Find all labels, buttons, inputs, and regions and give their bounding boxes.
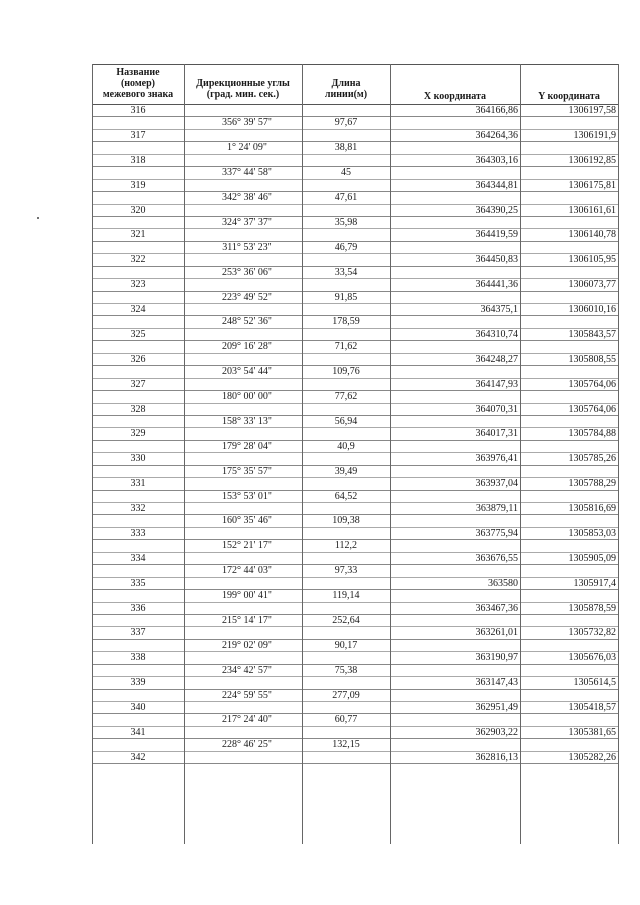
direction-angle: 203° 54' 44"	[222, 366, 272, 378]
x-coordinate: 364450,83	[475, 254, 518, 266]
x-coordinate: 363676,55	[475, 552, 518, 564]
point-name: 340	[130, 702, 146, 713]
line-length: 60,77	[334, 714, 358, 726]
point-name: 334	[130, 552, 146, 564]
x-coordinate: 363976,41	[475, 453, 518, 465]
segment-row	[92, 242, 618, 254]
direction-angle: 175° 35' 57"	[222, 465, 272, 477]
y-coordinate: 1305764,06	[568, 403, 616, 415]
y-coordinate: 1306192,85	[568, 154, 616, 166]
y-coordinate: 1305808,55	[568, 353, 616, 365]
segment-row	[92, 615, 618, 627]
point-name: 317	[130, 129, 146, 141]
line-length: 47,61	[334, 192, 358, 204]
point-name: 342	[130, 751, 146, 763]
point-row	[92, 304, 618, 316]
header-length	[304, 78, 388, 100]
point-name: 333	[130, 527, 146, 539]
direction-angle: 224° 59' 55"	[222, 689, 272, 701]
point-row	[92, 677, 618, 689]
y-coordinate: 1305676,03	[568, 652, 616, 664]
y-coordinate: 1306140,78	[568, 229, 616, 241]
table-header	[92, 64, 618, 105]
y-coordinate: 1306197,58	[568, 105, 616, 116]
point-name: 341	[130, 726, 146, 738]
segment-row	[92, 690, 618, 702]
header-angle-line1: Дирекционные углы	[196, 78, 290, 89]
segment-row	[92, 192, 618, 204]
point-row	[92, 702, 618, 714]
x-coordinate: 364147,93	[475, 378, 518, 390]
column-divider	[390, 64, 391, 844]
direction-angle: 1° 24' 09"	[227, 142, 267, 154]
line-length: 39,49	[334, 465, 358, 477]
scan-speck	[37, 217, 39, 219]
point-row	[92, 478, 618, 490]
point-name: 339	[130, 677, 146, 689]
line-length: 112,2	[334, 540, 358, 552]
y-coordinate: 1306105,95	[568, 254, 616, 266]
segment-row	[92, 341, 618, 353]
point-name: 327	[130, 378, 146, 390]
column-divider	[92, 64, 93, 844]
direction-angle: 158° 33' 13"	[222, 415, 272, 427]
y-coordinate: 1305816,69	[568, 503, 616, 514]
direction-angle: 356° 39' 57"	[222, 117, 272, 129]
point-row	[92, 503, 618, 515]
column-divider	[184, 64, 185, 844]
segment-row	[92, 142, 618, 154]
header-name-line2: (номер)	[120, 78, 156, 89]
segment-row	[92, 117, 618, 129]
header-angle	[184, 78, 302, 100]
direction-angle: 152° 21' 17"	[222, 540, 272, 552]
column-divider	[520, 64, 521, 844]
direction-angle: 228° 46' 25"	[222, 739, 272, 751]
point-name: 338	[130, 652, 146, 664]
point-row	[92, 379, 618, 391]
direction-angle: 253° 36' 06"	[222, 266, 272, 278]
point-row	[92, 627, 618, 639]
x-coordinate: 364375,1	[480, 304, 518, 315]
coordinates-table	[92, 64, 618, 764]
segment-row	[92, 466, 618, 478]
point-name: 318	[130, 154, 146, 166]
line-length: 252,64	[332, 614, 360, 626]
segment-row	[92, 540, 618, 552]
segment-row	[92, 739, 618, 751]
point-row	[92, 404, 618, 416]
y-coordinate: 1306010,16	[568, 304, 616, 315]
y-coordinate: 1306073,77	[568, 279, 616, 291]
segment-row	[92, 316, 618, 328]
point-row	[92, 603, 618, 615]
line-length: 91,85	[334, 291, 358, 303]
x-coordinate: 362951,49	[475, 702, 518, 713]
x-coordinate: 364264,36	[475, 129, 518, 141]
header-angle-line2: (град. мин. сек.)	[206, 89, 280, 100]
direction-angle: 248° 52' 36"	[222, 316, 272, 328]
y-coordinate: 1305788,29	[568, 478, 616, 490]
point-row	[92, 553, 618, 565]
point-row	[92, 205, 618, 217]
column-divider	[302, 64, 303, 844]
point-name: 332	[130, 503, 146, 514]
segment-row	[92, 267, 618, 279]
segment-row	[92, 391, 618, 403]
point-name: 330	[130, 453, 146, 465]
header-length-line1: Длина	[331, 78, 361, 89]
point-row	[92, 752, 618, 764]
y-coordinate: 1305917,4	[573, 577, 616, 589]
direction-angle: 199° 00' 41"	[222, 590, 272, 602]
header-name-line3: межевого знака	[102, 89, 174, 100]
direction-angle: 179° 28' 04"	[222, 440, 272, 452]
y-coordinate: 1305614,5	[573, 677, 616, 689]
point-name: 324	[130, 304, 146, 315]
direction-angle: 153° 53' 01"	[222, 490, 272, 502]
line-length: 40,9	[337, 440, 355, 452]
x-coordinate: 364248,27	[475, 353, 518, 365]
table-body	[92, 105, 618, 764]
y-coordinate: 1305905,09	[568, 552, 616, 564]
y-coordinate: 1305785,26	[568, 453, 616, 465]
header-name	[92, 67, 184, 100]
point-name: 336	[130, 602, 146, 614]
point-name: 316	[130, 105, 146, 116]
line-length: 90,17	[334, 639, 358, 651]
x-coordinate: 362816,13	[475, 751, 518, 763]
x-coordinate: 364303,16	[475, 154, 518, 166]
y-coordinate: 1305381,65	[568, 726, 616, 738]
point-name: 329	[130, 428, 146, 440]
line-length: 109,76	[332, 366, 360, 378]
x-coordinate: 364070,31	[475, 403, 518, 415]
segment-row	[92, 565, 618, 577]
direction-angle: 180° 00' 00"	[222, 391, 272, 403]
direction-angle: 219° 02' 09"	[222, 639, 272, 651]
point-name: 337	[130, 627, 146, 639]
y-coordinate: 1306191,9	[573, 129, 616, 141]
segment-row	[92, 366, 618, 378]
direction-angle: 160° 35' 46"	[222, 515, 272, 527]
line-length: 45	[341, 167, 351, 179]
header-length-line2: линии(м)	[324, 89, 368, 100]
point-row	[92, 329, 618, 341]
line-length: 109,38	[332, 515, 360, 527]
segment-row	[92, 217, 618, 229]
segment-row	[92, 491, 618, 503]
direction-angle: 215° 14' 17"	[222, 614, 272, 626]
x-coordinate: 363467,36	[475, 602, 518, 614]
point-row	[92, 528, 618, 540]
segment-row	[92, 167, 618, 179]
y-coordinate: 1305764,06	[568, 378, 616, 390]
segment-row	[92, 515, 618, 527]
point-name: 328	[130, 403, 146, 415]
x-coordinate: 363261,01	[475, 627, 518, 639]
point-name: 321	[130, 229, 146, 241]
point-row	[92, 180, 618, 192]
direction-angle: 234° 42' 57"	[222, 664, 272, 676]
line-length: 71,62	[334, 341, 358, 353]
line-length: 35,98	[334, 216, 358, 228]
point-row	[92, 727, 618, 739]
line-length: 64,52	[334, 490, 358, 502]
direction-angle: 172° 44' 03"	[222, 565, 272, 577]
segment-row	[92, 665, 618, 677]
x-coordinate: 363190,97	[475, 652, 518, 664]
line-length: 277,09	[332, 689, 360, 701]
y-coordinate: 1306161,61	[568, 204, 616, 216]
point-row	[92, 428, 618, 440]
segment-row	[92, 640, 618, 652]
y-coordinate: 1305732,82	[568, 627, 616, 639]
point-name: 335	[130, 577, 146, 589]
point-row	[92, 453, 618, 465]
point-row	[92, 578, 618, 590]
x-coordinate: 364166,86	[475, 105, 518, 116]
header-x: X координата	[423, 91, 487, 102]
y-coordinate: 1305853,03	[568, 527, 616, 539]
line-length: 38,81	[334, 142, 358, 154]
y-coordinate: 1305843,57	[568, 328, 616, 340]
x-coordinate: 363775,94	[475, 527, 518, 539]
point-row	[92, 354, 618, 366]
y-coordinate: 1305784,88	[568, 428, 616, 440]
line-length: 178,59	[332, 316, 360, 328]
x-coordinate: 363147,43	[475, 677, 518, 689]
point-row	[92, 155, 618, 167]
line-length: 46,79	[334, 241, 358, 253]
line-length: 97,67	[334, 117, 358, 129]
point-name: 326	[130, 353, 146, 365]
x-coordinate: 364310,74	[475, 328, 518, 340]
line-length: 33,54	[334, 266, 358, 278]
point-row	[92, 279, 618, 291]
direction-angle: 223° 49' 52"	[222, 291, 272, 303]
x-coordinate: 364419,59	[475, 229, 518, 241]
point-row	[92, 254, 618, 266]
header-y: Y координата	[538, 91, 600, 102]
point-row	[92, 105, 618, 117]
point-name: 319	[130, 179, 146, 191]
direction-angle: 209° 16' 28"	[222, 341, 272, 353]
x-coordinate: 364344,81	[475, 179, 518, 191]
point-name: 323	[130, 279, 146, 291]
y-coordinate: 1306175,81	[568, 179, 616, 191]
y-coordinate: 1305282,26	[568, 751, 616, 763]
segment-row	[92, 590, 618, 602]
x-coordinate: 364390,25	[475, 204, 518, 216]
point-name: 322	[130, 254, 146, 266]
x-coordinate: 363879,11	[475, 503, 518, 514]
line-length: 75,38	[334, 664, 358, 676]
x-coordinate: 364017,31	[475, 428, 518, 440]
direction-angle: 337° 44' 58"	[222, 167, 272, 179]
point-row	[92, 652, 618, 664]
x-coordinate: 362903,22	[475, 726, 518, 738]
line-length: 119,14	[332, 590, 360, 602]
point-name: 320	[130, 204, 146, 216]
line-length: 56,94	[334, 415, 358, 427]
x-coordinate: 363580	[488, 577, 518, 589]
header-name-line1: Название	[116, 67, 160, 78]
point-name: 331	[130, 478, 146, 490]
point-row	[92, 229, 618, 241]
x-coordinate: 364441,36	[475, 279, 518, 291]
direction-angle: 311° 53' 23"	[222, 241, 272, 253]
y-coordinate: 1305418,57	[568, 702, 616, 713]
segment-row	[92, 441, 618, 453]
direction-angle: 324° 37' 37"	[222, 216, 272, 228]
direction-angle: 217° 24' 40"	[222, 714, 272, 726]
point-name: 325	[130, 328, 146, 340]
line-length: 77,62	[334, 391, 358, 403]
y-coordinate: 1305878,59	[568, 602, 616, 614]
segment-row	[92, 416, 618, 428]
segment-row	[92, 714, 618, 726]
segment-row	[92, 292, 618, 304]
column-divider	[618, 64, 619, 844]
x-coordinate: 363937,04	[475, 478, 518, 490]
line-length: 132,15	[332, 739, 360, 751]
line-length: 97,33	[334, 565, 358, 577]
direction-angle: 342° 38' 46"	[222, 192, 272, 204]
point-row	[92, 130, 618, 142]
